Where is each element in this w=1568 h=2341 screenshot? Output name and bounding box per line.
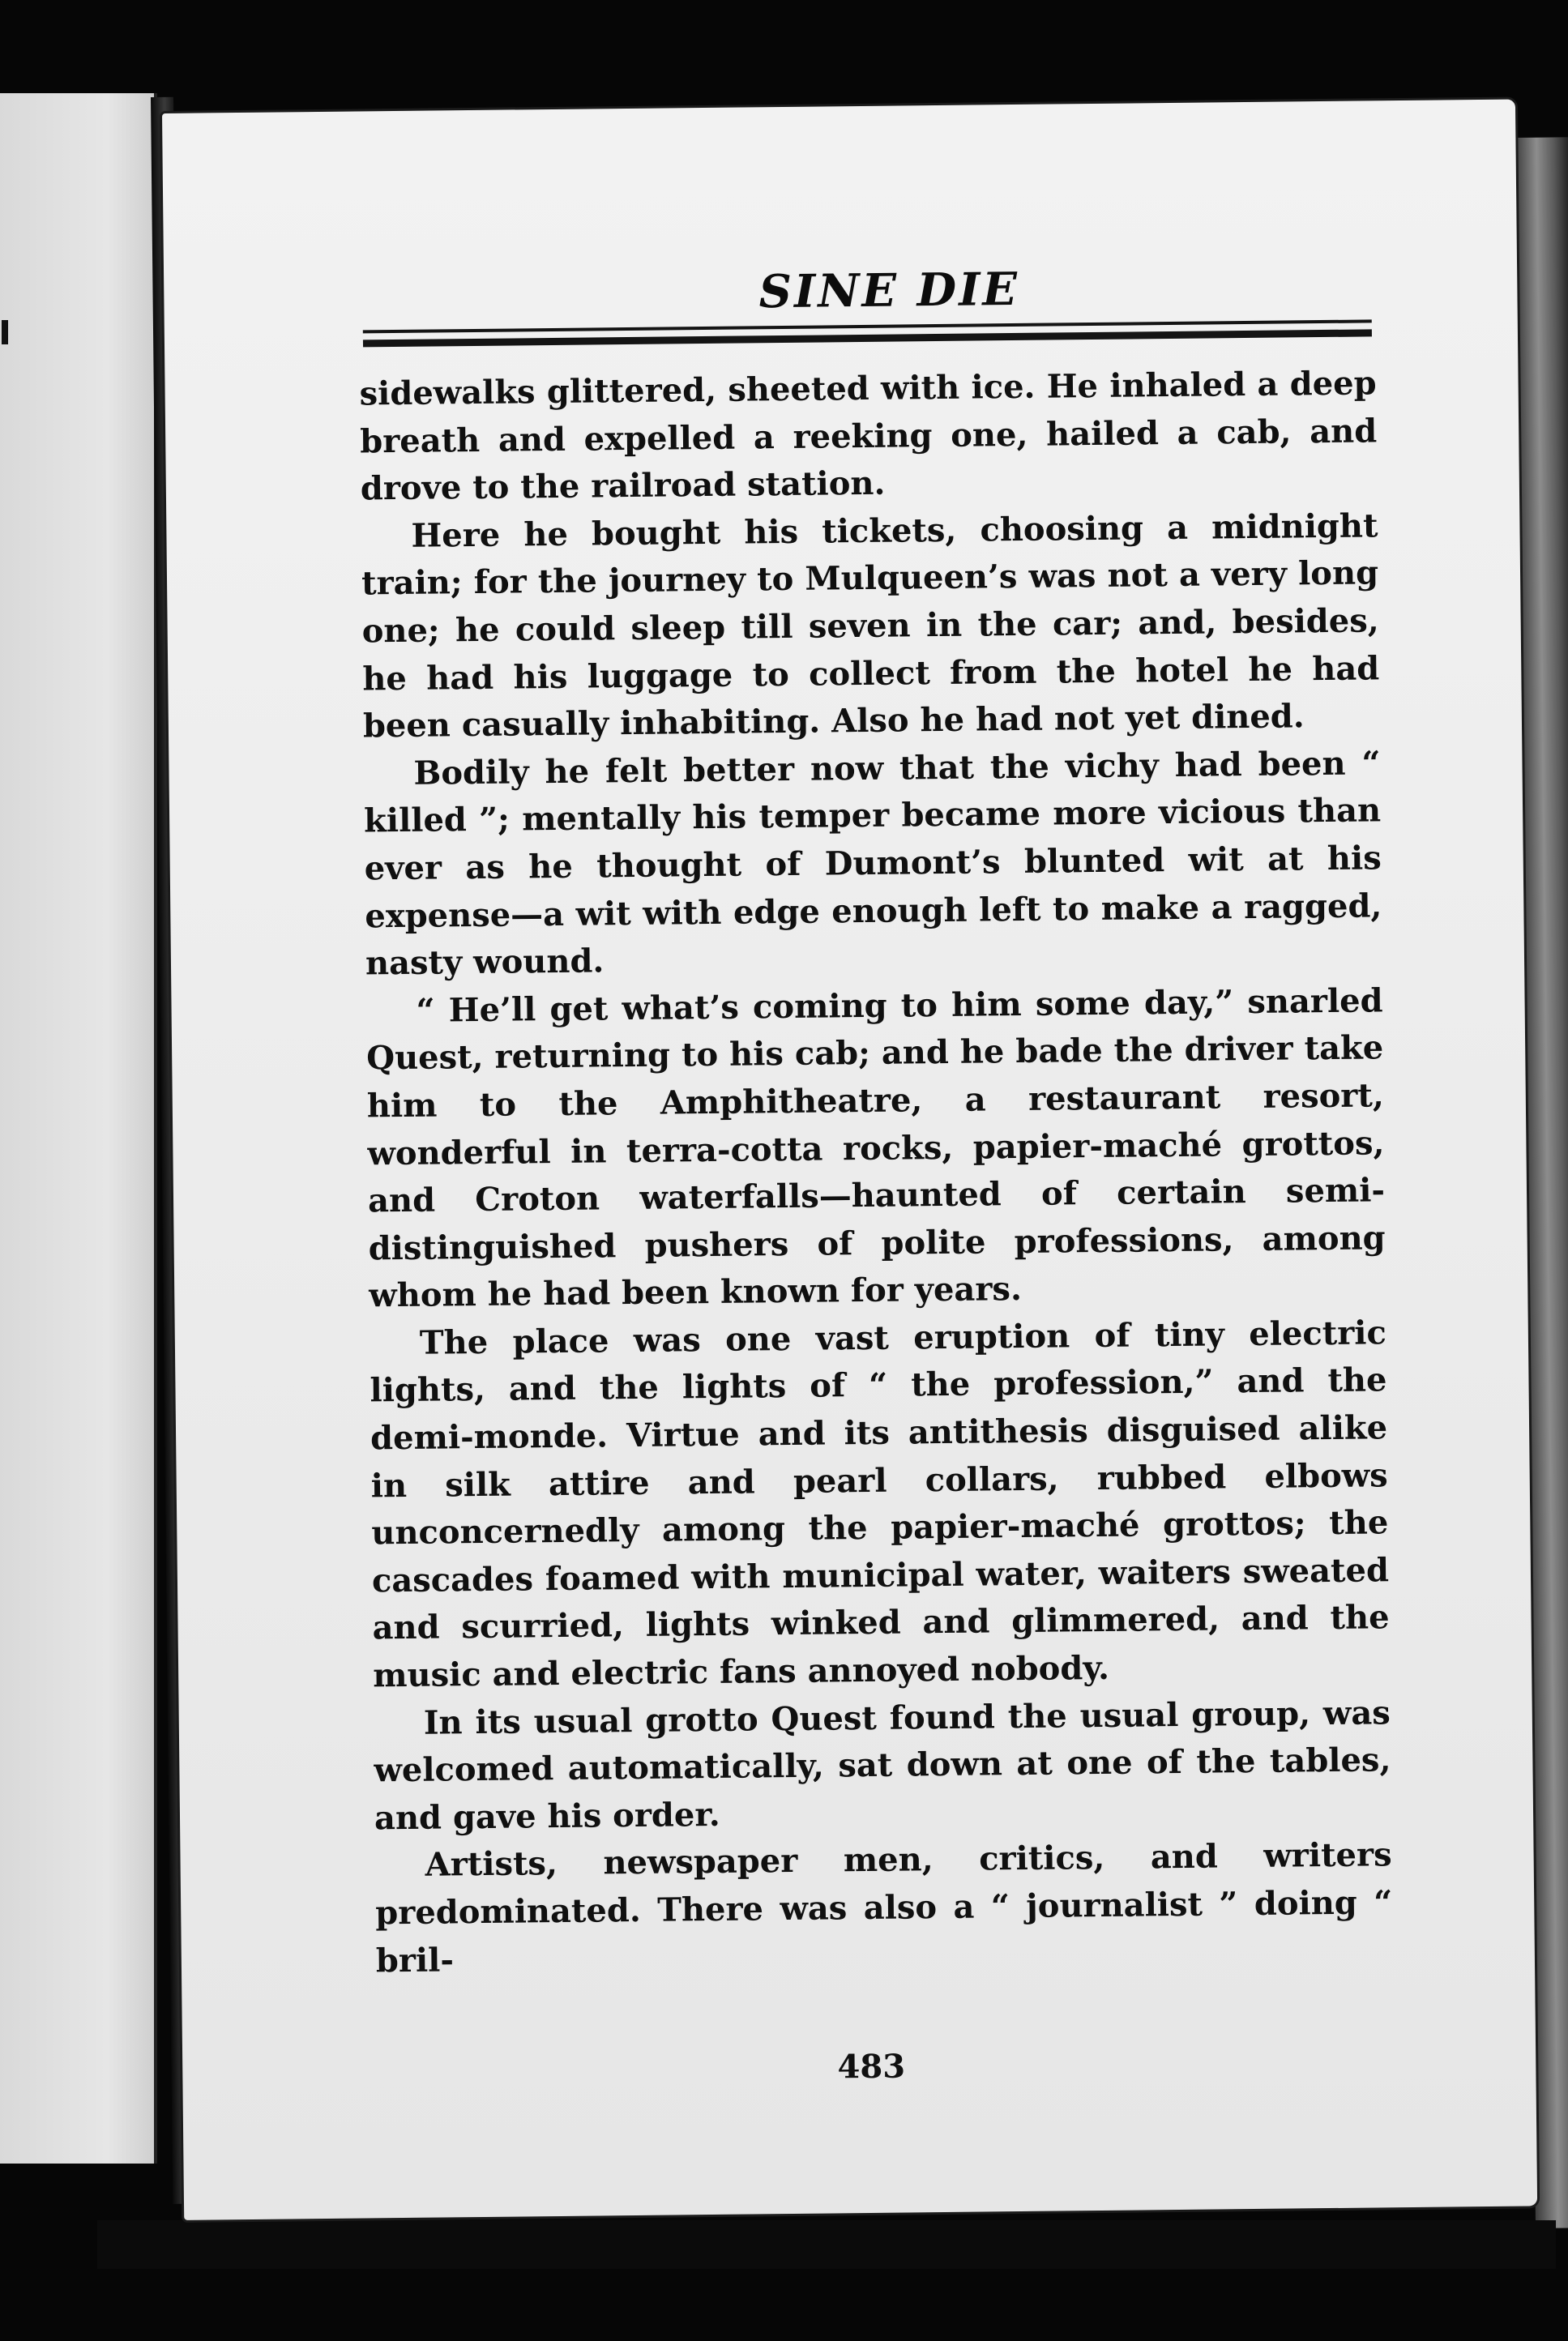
body-text [359,360,1393,1984]
running-head: SINE DIE [758,262,1020,319]
page-header [164,258,1518,325]
book-page [162,100,1537,2220]
paragraph: “ He’ll get what’s coming to him some day,” snarled Quest, returning to his cab; and he bade the driver take him to the Amphitheatre, a restaurant resort, wonderful in terra-cotta rocks, papier-maché grottos, and Croton waterfalls—haunted of certain semi-distinguished pushers of polite professions, among whom he had been known for years. [365,981,1386,1315]
facing-page-edge [0,93,157,2164]
paragraph: sidewalks glittered, sheeted with ice. He inhaled a deep breath and expelled a reeking one, hailed a cab, and drove to the railroad station. [359,364,1378,508]
facing-page-mark [2,320,8,344]
paragraph: Here he bought his tickets, choosing a midnight train; for the journey to Mulqueen’s was not a very long one; he could sleep till seven in the car; and, besides, he had his luggage to collect from the hotel he had been casually inhabiting. Also he had not yet dined. [361,506,1380,745]
paragraph: Artists, newspaper men, critics, and writers predominated. There was also a “ journalist ” doing “ bril- [375,1835,1393,1980]
paragraph: In its usual grotto Quest found the usual group, was welcomed automatically, sat down at one of the tables, and gave his order. [374,1693,1391,1838]
header-rule-thick [363,329,1372,347]
paragraph: Bodily he felt better now that the vichy had been “ killed ”; mentally his temper became more vicious than ever as he thought of Dumont’s blunted wit at his expense—a wit with edge enough left to make a ragged, nasty wound. [363,744,1382,983]
bottom-shadow [97,2220,1556,2269]
page-number: 483 [837,2047,906,2087]
paragraph: The place was one vast eruption of tiny electric lights, and the lights of “ the profession,” and the demi-monde. Virtue and its antithesis disguised alike in silk attire and pearl collars, rubbed elbows unconcernedly among the papier-maché grottos; the cascades foamed with municipal water, waiters sweated and scurried, lights winked and glimmered, and the music and electric fans annoyed nobody. [370,1314,1390,1695]
